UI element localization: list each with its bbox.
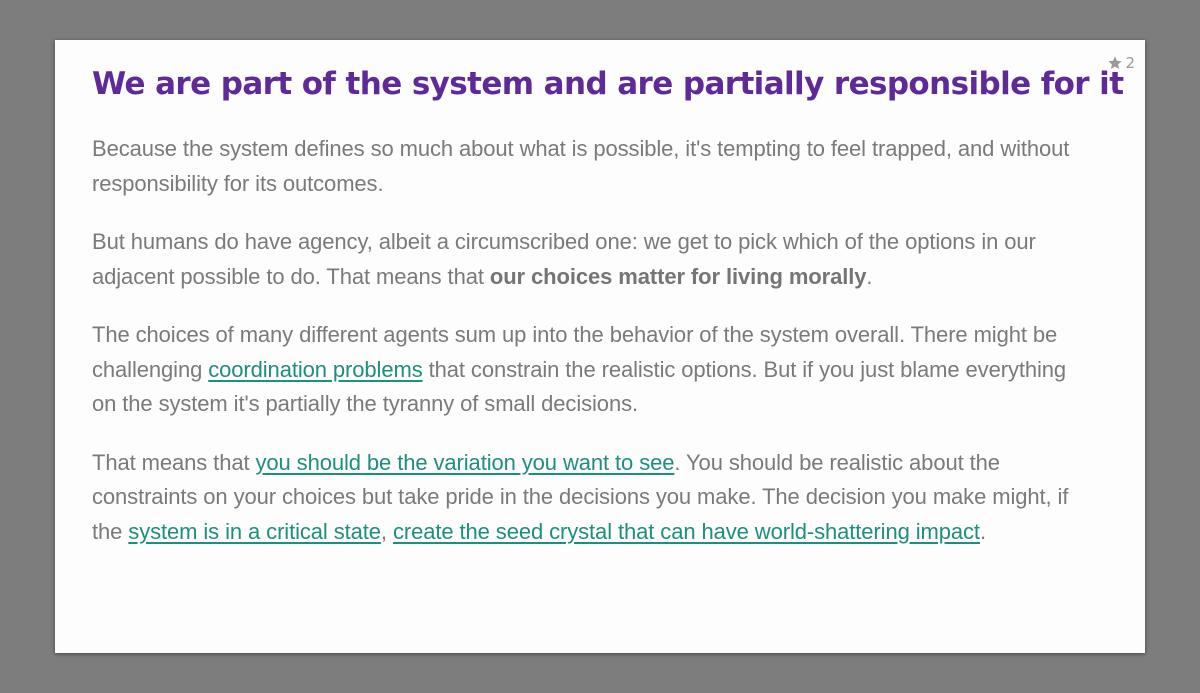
reference-badge[interactable] xyxy=(1107,54,1135,72)
emphasis-text: our choices matter for living morally xyxy=(489,263,867,289)
paragraph-text: The choices of many different agents sum up into the behavior of the system overall. There might be challenging xyxy=(92,322,1058,382)
reference-count: 2 xyxy=(1125,54,1135,72)
paragraph-4 xyxy=(92,446,1095,550)
paragraph-3 xyxy=(92,318,1095,422)
paragraph-text: . xyxy=(866,263,873,289)
star-icon xyxy=(1107,55,1123,71)
page-title: We are part of the system and are partially responsible for it xyxy=(92,66,1124,102)
paragraph-1 xyxy=(92,132,1095,201)
paragraph-text: . You should be realistic about the constraints on your choices but take pride in the decisions you make. The decision you make might, if the xyxy=(92,449,1069,544)
paragraph-text: that constrain the realistic options. But if you just blame everything on the system it's partially the tyranny of small decisions. xyxy=(92,356,1067,417)
paragraph-text: , xyxy=(380,518,393,544)
paragraph-text: That means that xyxy=(92,449,256,475)
critical-state-link[interactable]: system is in a critical state xyxy=(128,518,381,544)
paragraph-2 xyxy=(92,225,1095,294)
variation-link[interactable]: you should be the variation you want to see xyxy=(255,449,675,475)
card xyxy=(55,40,1145,653)
coordination-problems-link[interactable]: coordination problems xyxy=(208,356,423,382)
paragraph-text: But humans do have agency, albeit a circumscribed one: we get to pick which of the options in our adjacent possible to do. That means that xyxy=(92,229,1036,289)
paragraph-text: . xyxy=(979,518,986,544)
seed-crystal-link[interactable]: create the seed crystal that can have world-shattering impact xyxy=(392,518,980,544)
paragraph-text: Because the system defines so much about what is possible, it's tempting to feel trapped, and without responsibility for its outcomes. xyxy=(92,136,1070,196)
